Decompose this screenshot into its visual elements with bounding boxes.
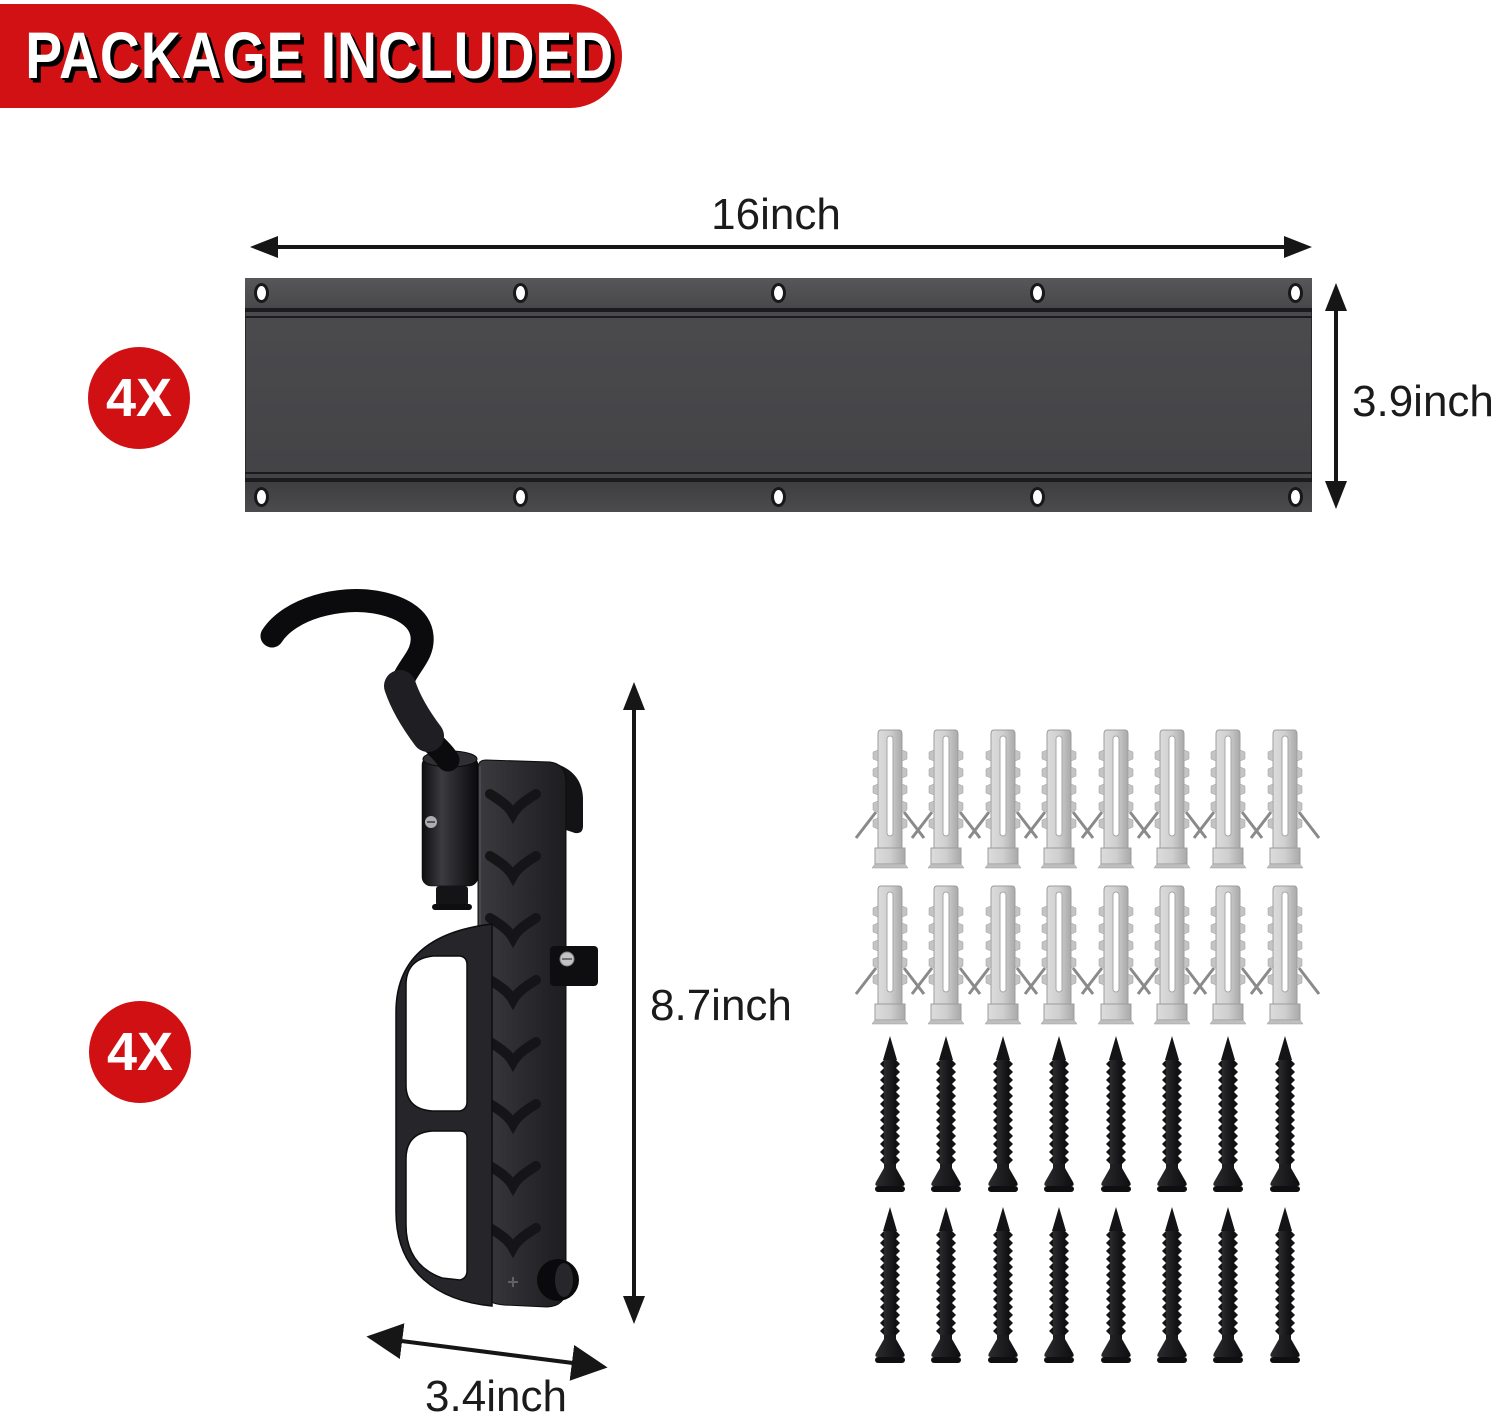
hook-quantity-badge — [89, 1001, 191, 1103]
rail-width-label: 16inch — [711, 190, 841, 239]
arrow-head-right-icon — [1284, 236, 1312, 258]
mounting-screw — [1210, 1036, 1246, 1194]
mounting-screw — [1267, 1036, 1303, 1194]
wall-anchor — [1031, 884, 1087, 1026]
wall-anchor — [975, 884, 1031, 1026]
banner-title: PACKAGE INCLUDED — [25, 19, 615, 93]
mounting-screw — [872, 1207, 908, 1365]
mounting-screw — [1098, 1036, 1134, 1194]
rail-screw-hole — [1288, 283, 1303, 303]
wall-anchor — [1031, 728, 1087, 870]
title-banner — [0, 4, 622, 108]
mounting-screw — [928, 1036, 964, 1194]
hook-width-label: 3.4inch — [425, 1372, 567, 1417]
mounting-screw — [1210, 1207, 1246, 1365]
wall-anchor — [1144, 728, 1200, 870]
mount-tab — [550, 946, 598, 986]
hook-quantity-label: 4X — [106, 1022, 174, 1082]
arrow-head-up-icon — [623, 682, 645, 710]
hook-arm-sleeve — [400, 686, 428, 736]
rail-bottom-flange — [245, 478, 1312, 512]
arrow-line — [274, 245, 1286, 249]
rail-screw-hole — [513, 283, 528, 303]
rail-screw-hole — [513, 487, 528, 507]
mounting-screw — [872, 1036, 908, 1194]
bottom-peg — [537, 1259, 579, 1301]
rail-screw-hole — [1030, 487, 1045, 507]
frame-guard-loop — [396, 924, 492, 1306]
mounting-screw — [985, 1207, 1021, 1365]
bike-hook-illustration — [240, 588, 660, 1323]
mounting-screw — [928, 1207, 964, 1365]
arrow-line — [1334, 308, 1338, 484]
rail-quantity-label: 4X — [105, 368, 173, 428]
wall-anchor — [1200, 728, 1256, 870]
arrow-head-up-icon — [1325, 283, 1347, 311]
rail-screw-hole — [254, 283, 269, 303]
arrow-line — [632, 708, 636, 1298]
rail-screw-hole — [771, 487, 786, 507]
pivot-cylinder — [422, 751, 478, 910]
wall-anchor — [862, 884, 918, 1026]
mounting-screw — [1098, 1207, 1134, 1365]
screws-grid — [872, 1036, 1327, 1368]
wall-anchor — [1088, 884, 1144, 1026]
mounting-screw — [1267, 1207, 1303, 1365]
rail-screw-hole — [1288, 487, 1303, 507]
arrow-head-down-icon — [1325, 481, 1347, 509]
wall-anchor — [918, 728, 974, 870]
rail-quantity-badge — [88, 347, 190, 449]
wall-anchors-grid — [862, 728, 1317, 1028]
rail-height-label: 3.9inch — [1352, 377, 1494, 426]
mounting-screw — [1154, 1036, 1190, 1194]
wall-anchor — [1257, 728, 1313, 870]
rail-bottom-hole-row — [245, 482, 1312, 512]
arrow-head-down-icon — [623, 1296, 645, 1324]
rail-top-hole-row — [245, 278, 1312, 308]
mounting-rail-illustration — [245, 278, 1312, 512]
mounting-screw — [1041, 1036, 1077, 1194]
wall-anchor — [1257, 884, 1313, 1026]
wall-anchor — [918, 884, 974, 1026]
wall-anchor — [1144, 884, 1200, 1026]
rail-top-flange — [245, 278, 1312, 312]
hook-arm — [272, 600, 448, 760]
rail-screw-hole — [771, 283, 786, 303]
wall-anchor — [1200, 884, 1256, 1026]
rail-screw-hole — [1030, 283, 1045, 303]
mounting-screw — [1041, 1207, 1077, 1365]
rail-screw-hole — [254, 487, 269, 507]
hook-height-label: 8.7inch — [650, 981, 792, 1030]
wall-anchor — [975, 728, 1031, 870]
wall-anchor — [862, 728, 918, 870]
mounting-screw — [1154, 1207, 1190, 1365]
wall-anchor — [1088, 728, 1144, 870]
mounting-screw — [985, 1036, 1021, 1194]
